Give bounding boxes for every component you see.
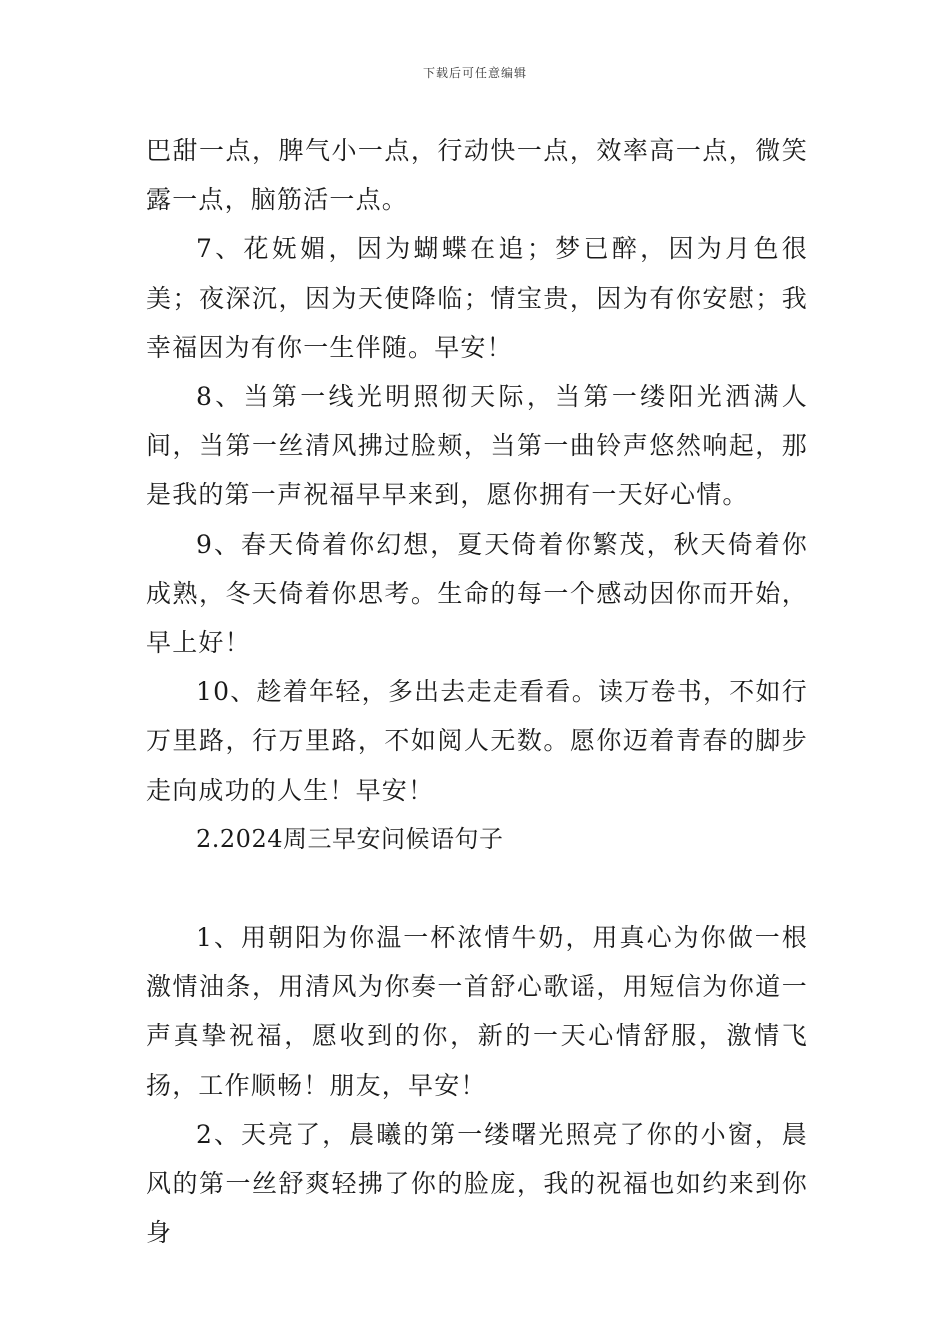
paragraph-item-7: 7、花妩媚，因为蝴蝶在追；梦已醉，因为月色很美；夜深沉，因为天使降临；情宝贵，因为有你安慰；我幸福因为有你一生伴随。早安！ — [146, 234, 808, 362]
paragraph-item-9: 9、春天倚着你幻想，夏天倚着你繁茂，秋天倚着你成熟，冬天倚着你思考。生命的每一个感动因你而开始，早上好！ — [146, 529, 808, 658]
paragraph-item-8: 8、当第一线光明照彻天际，当第一缕阳光洒满人间，当第一丝清风拂过脸颊，当第一曲铃声悠然响起，那是我的第一声祝福早早来到，愿你拥有一天好心情。 — [146, 382, 808, 510]
document-body — [146, 126, 808, 1257]
page-header-note: 下载后可任意编辑 — [422, 66, 527, 80]
section-spacer — [146, 864, 808, 913]
section-paragraph-item-2: 2、天亮了，晨曦的第一缕曙光照亮了你的小窗，晨风的第一丝舒爽轻拂了你的脸庞，我的祝福也如约来到你身 — [146, 1119, 808, 1248]
paragraph-continuation: 巴甜一点，脾气小一点，行动快一点，效率高一点，微笑露一点，脑筋活一点。 — [146, 136, 808, 215]
section-paragraph-item-1: 1、用朝阳为你温一杯浓情牛奶，用真心为你做一根激情油条，用清风为你奏一首舒心歌谣，用短信为你道一声真挚祝福，愿收到的你，新的一天心情舒服，激情飞扬，工作顺畅！朋友，早安！ — [146, 923, 808, 1100]
paragraph-item-10: 10、趁着年轻，多出去走走看看。读万卷书，不如行万里路，行万里路，不如阅人无数。愿你迈着青春的脚步走向成功的人生！早安！ — [146, 677, 808, 805]
section-title: 2.2024周三早安问候语句子 — [196, 824, 504, 853]
